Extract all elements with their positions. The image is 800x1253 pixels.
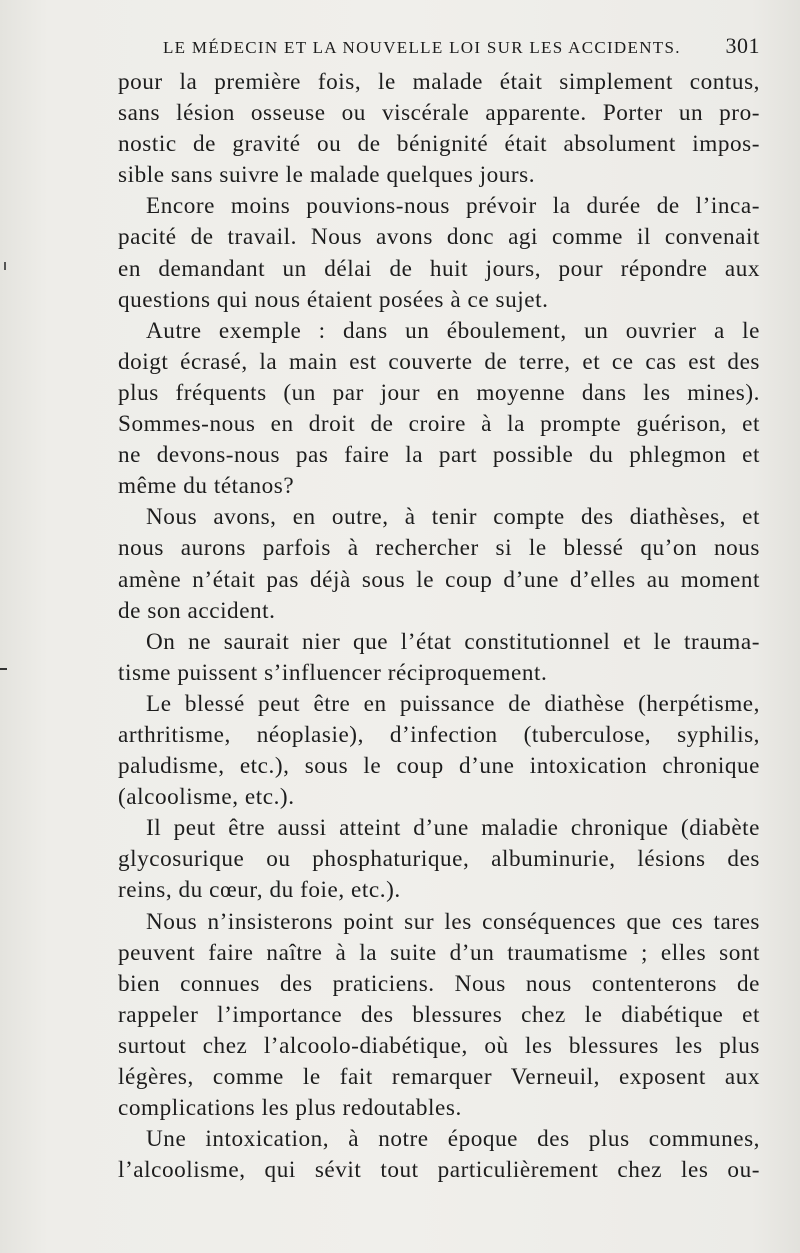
text-line: Une intoxication, à notre époque des plus communes, bbox=[146, 1126, 760, 1153]
text-line: questions qui nous étaient posées à ce sujet. bbox=[118, 286, 549, 313]
text-line: bien connues des praticiens. Nous nous contenterons de bbox=[118, 970, 760, 997]
text-line: Le blessé peut être en puissance de diathèse (herpétisme, bbox=[146, 690, 760, 717]
text-line: Encore moins pouvions-nous prévoir la durée de l’inca- bbox=[146, 193, 760, 220]
text-line: On ne saurait nier que l’état constitutionnel et le trauma- bbox=[146, 628, 760, 655]
text-line: Il peut être aussi atteint d’une maladie chronique (diabète bbox=[146, 815, 760, 842]
text-line: ne devons-nous pas faire la part possible du phlegmon et bbox=[118, 442, 760, 469]
text-line: glycosurique ou phosphaturique, albuminurie, lésions des bbox=[118, 846, 760, 873]
text-line: Sommes-nous en droit de croire à la prompte guérison, et bbox=[118, 411, 760, 438]
text-line: rappeler l’importance des blessures chez le diabétique et bbox=[118, 1001, 760, 1028]
running-header bbox=[163, 33, 760, 59]
text-line: Nous avons, en outre, à tenir compte des diathèses, et bbox=[146, 504, 760, 531]
text-line: sans lésion osseuse ou viscérale apparente. Porter un pro- bbox=[118, 100, 760, 127]
margin-mark bbox=[0, 668, 7, 670]
text-line: peuvent faire naître à la suite d’un traumatisme ; elles sont bbox=[118, 939, 760, 966]
text-line: paludisme, etc.), sous le coup d’une intoxication chronique bbox=[118, 753, 760, 780]
text-line: (alcoolisme, etc.). bbox=[118, 784, 295, 811]
text-line: surtout chez l’alcoolo-diabétique, où les blessures les plus bbox=[118, 1032, 760, 1059]
text-line: légères, comme le fait remarquer Verneuil, exposent aux bbox=[118, 1064, 760, 1090]
text-line: Nous n’insisterons point sur les conséquences que ces tares bbox=[146, 908, 760, 935]
margin-mark bbox=[4, 262, 6, 270]
text-line: pacité de travail. Nous avons donc agi comme il convenait bbox=[118, 224, 760, 251]
text-line: doigt écrasé, la main est couverte de terre, et ce cas est des bbox=[118, 348, 760, 375]
text-line: nous aurons parfois à rechercher si le blessé qu’on nous bbox=[118, 535, 760, 562]
text-line: de son accident. bbox=[118, 597, 276, 624]
text-line: Autre exemple : dans un éboulement, un ouvrier a le bbox=[146, 317, 760, 344]
body-text bbox=[118, 67, 760, 1186]
text-line: arthritisme, néoplasie), d’infection (tuberculose, syphilis, bbox=[118, 721, 760, 748]
text-line: tisme puissent s’influencer réciproquement. bbox=[118, 659, 548, 686]
text-line: nostic de gravité ou de bénignité était absolument impos- bbox=[118, 131, 760, 158]
text-line: reins, du cœur, du foie, etc.). bbox=[118, 877, 401, 904]
text-line: l’alcoolisme, qui sévit tout particulièrement chez les ou- bbox=[118, 1157, 760, 1184]
text-line: pour la première fois, le malade était simplement contus, bbox=[118, 69, 760, 95]
text-line: complications les plus redoutables. bbox=[118, 1095, 462, 1122]
text-line: amène n’était pas déjà sous le coup d’une d’elles au moment bbox=[118, 566, 760, 593]
text-line: même du tétanos? bbox=[118, 473, 295, 500]
text-line: plus fréquents (un par jour en moyenne dans les mines). bbox=[118, 379, 760, 406]
running-title: LE MÉDECIN ET LA NOUVELLE LOI SUR LES ACCIDENTS. bbox=[163, 38, 681, 57]
text-line: en demandant un délai de huit jours, pour répondre aux bbox=[118, 255, 760, 282]
text-line: sible sans suivre le malade quelques jours. bbox=[118, 162, 536, 189]
page-number: 301 bbox=[725, 33, 760, 58]
